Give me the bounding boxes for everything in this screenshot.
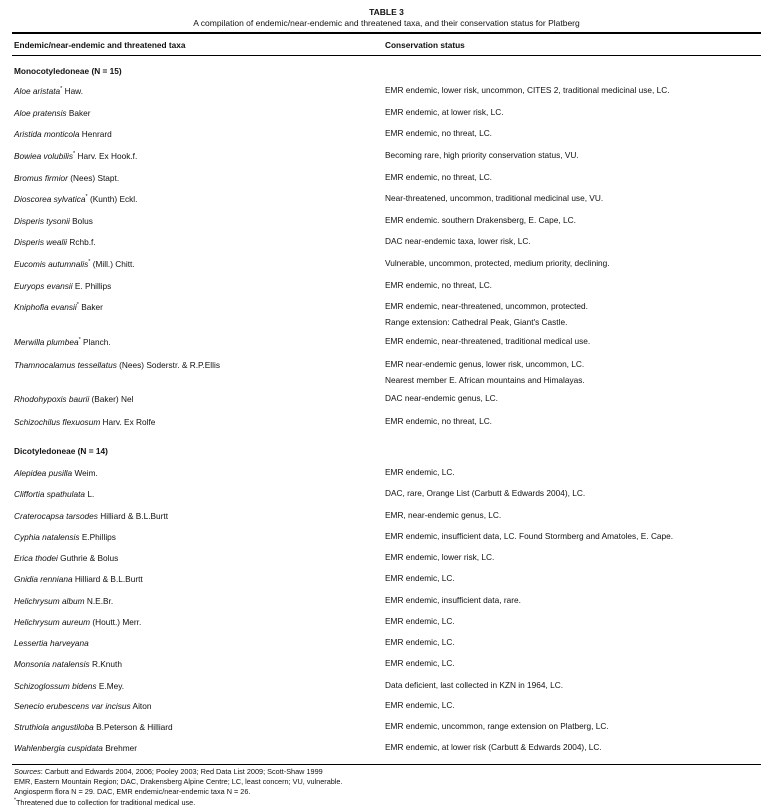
table-notes [14, 767, 343, 808]
status-cell [385, 413, 492, 429]
status-line: EMR endemic, LC. [385, 658, 455, 668]
taxon-name: Aristida monticola [14, 129, 80, 139]
taxon-author: N.E.Br. [86, 596, 114, 606]
taxon-name: Disperis tysonii [14, 216, 70, 226]
taxon-author: (Nees) Stapt. [70, 173, 120, 183]
status-line: Becoming rare, high priority conservation status, VU. [385, 150, 579, 160]
status-line: EMR endemic, near-threatened, traditional medical use. [385, 336, 591, 346]
taxon-cell [14, 394, 133, 404]
status-cell [385, 212, 576, 228]
taxon-name: Senecio erubescens var incisus [14, 701, 131, 711]
taxon-name: Helichrysum album [14, 596, 85, 606]
status-line: DAC, rare, Orange List (Carbutt & Edwards 2004), LC. [385, 488, 586, 498]
status-line: EMR endemic, LC. [385, 467, 455, 477]
taxon-author: E. Phillips [74, 281, 112, 291]
taxon-cell [14, 281, 111, 291]
status-cell [385, 390, 498, 406]
column-header-status: Conservation status [385, 40, 465, 50]
status-line: EMR endemic, no threat, LC. [385, 172, 492, 182]
threat-mark: * [88, 259, 91, 266]
taxon-cell [14, 743, 137, 753]
status-line: EMR endemic, no threat, LC. [385, 280, 492, 290]
taxon-cell [14, 681, 124, 691]
taxon-cell [14, 511, 168, 521]
status-cell [385, 528, 673, 544]
status-cell [385, 104, 504, 120]
taxon-author: Baker [81, 302, 103, 312]
bottom-rule [12, 764, 761, 765]
status-line: EMR endemic, LC. [385, 616, 455, 626]
status-cell [385, 82, 670, 98]
taxon-author: Harv. Ex Hook.f. [77, 151, 138, 161]
status-line: EMR endemic, at lower risk (Carbutt & Edwards 2004), LC. [385, 742, 602, 752]
taxon-author: Haw. [64, 86, 84, 96]
taxon-name: Bowiea volubilis [14, 151, 74, 161]
threat-mark: * [78, 337, 81, 344]
status-cell [385, 592, 521, 608]
taxon-cell [14, 86, 83, 96]
status-cell [385, 613, 455, 629]
taxon-cell [14, 194, 137, 204]
taxon-cell [14, 532, 116, 542]
taxon-name: Euryops evansii [14, 281, 73, 291]
status-line: Near-threatened, uncommon, traditional medicinal use, VU. [385, 193, 604, 203]
status-cell [385, 570, 455, 586]
taxon-name: Dioscorea sylvatica [14, 194, 86, 204]
status-cell [385, 333, 590, 349]
taxon-name: Wahlenbergia cuspidata [14, 743, 103, 753]
threat-mark: * [73, 151, 76, 158]
status-line: Range extension: Cathedral Peak, Giant's Castle. [385, 317, 568, 327]
taxon-author: Brehmer [105, 743, 138, 753]
taxon-name: Schizochilus flexuosum [14, 417, 101, 427]
taxon-name: Aloe pratensis [14, 108, 67, 118]
taxon-cell [14, 701, 151, 711]
status-cell [385, 233, 531, 249]
taxon-name: Aloe aristata [14, 86, 61, 96]
threat-mark: * [76, 302, 79, 309]
taxon-author: Hilliard & B.L.Burtt [74, 574, 143, 584]
taxon-author: (Mill.) Chitt. [92, 259, 135, 269]
taxon-author: Henrard [81, 129, 112, 139]
status-line: EMR endemic, lower risk, LC. [385, 552, 495, 562]
taxon-cell [14, 173, 119, 183]
status-line: EMR endemic, LC. [385, 637, 455, 647]
taxon-cell [14, 617, 141, 627]
taxon-cell [14, 659, 122, 669]
status-cell [385, 147, 579, 163]
taxon-name: Merwilla plumbea [14, 337, 79, 347]
taxon-name: Struthiola angustiloba [14, 722, 94, 732]
taxon-cell [14, 417, 155, 427]
taxon-cell [14, 553, 118, 563]
status-cell [385, 190, 603, 206]
taxon-author: (Houtt.) Merr. [92, 617, 142, 627]
status-line: EMR endemic. southern Drakensberg, E. Cape, LC. [385, 215, 576, 225]
status-cell [385, 169, 492, 185]
section-heading-monocots: Monocotyledoneae (N = 15) [14, 66, 122, 76]
taxon-name: Monsonia natalensis [14, 659, 90, 669]
status-cell [385, 356, 585, 388]
counts-note: Angiosperm flora N = 29. DAC, EMR endemic/near-endemic taxa N = 26. [14, 787, 251, 797]
taxon-author: Bolus [72, 216, 93, 226]
taxon-cell [14, 638, 89, 648]
taxon-author: E.Mey. [98, 681, 125, 691]
taxon-name: Cliffortia spathulata [14, 489, 86, 499]
abbreviations-note: EMR, Eastern Mountain Region; DAC, Drakensberg Alpine Centre; LC, least concern; VU, vulnerable. [14, 777, 343, 787]
status-cell [385, 485, 585, 501]
taxon-author: (Baker) Nel [91, 394, 134, 404]
taxon-name: Lessertia harveyana [14, 638, 89, 648]
taxon-author: (Nees) Soderstr. & R.P.Ellis [119, 360, 220, 370]
taxon-author: Harv. Ex Rolfe [102, 417, 156, 427]
footnote: *Threatened due to collection for traditional medical use. [14, 797, 196, 807]
status-line: DAC near-endemic taxa, lower risk, LC. [385, 236, 531, 246]
status-line: EMR endemic, near-threatened, uncommon, protected. [385, 301, 588, 311]
taxon-name: Thamnocalamus tessellatus [14, 360, 117, 370]
status-line: Vulnerable, uncommon, protected, medium priority, declining. [385, 258, 610, 268]
status-cell [385, 697, 455, 713]
status-line: EMR endemic, lower risk, uncommon, CITES 2, traditional medicinal use, LC. [385, 85, 670, 95]
taxon-author: Planch. [83, 337, 111, 347]
table-title: A compilation of endemic/near-endemic and threatened taxa, and their conservation status for Platberg [193, 18, 580, 28]
status-line: EMR near-endemic genus, lower risk, uncommon, LC. [385, 359, 585, 369]
status-line: EMR endemic, no threat, LC. [385, 128, 492, 138]
taxon-name: Schizoglossum bidens [14, 681, 97, 691]
taxon-cell [14, 108, 91, 118]
taxon-cell [14, 468, 98, 478]
taxon-author: L. [87, 489, 95, 499]
threat-mark: * [60, 86, 63, 93]
status-cell [385, 549, 494, 565]
status-cell [385, 277, 492, 293]
table-number: TABLE 3 [369, 7, 404, 17]
taxon-author: E.Phillips [81, 532, 116, 542]
taxon-name: Rhodohypoxis baurii [14, 394, 90, 404]
taxon-cell [14, 302, 103, 312]
taxon-cell [14, 360, 220, 370]
taxon-cell [14, 596, 113, 606]
taxon-cell [14, 337, 111, 347]
taxon-cell [14, 129, 112, 139]
status-line: Nearest member E. African mountains and Himalayas. [385, 375, 585, 385]
status-line: EMR endemic, insufficient data, LC. Found Stormberg and Amatoles, E. Cape. [385, 531, 674, 541]
status-line: EMR endemic, LC. [385, 700, 455, 710]
status-cell [385, 677, 563, 693]
taxon-name: Eucomis autumnalis [14, 259, 89, 269]
taxon-cell [14, 237, 96, 247]
threat-mark: * [85, 194, 88, 201]
header-rule [12, 55, 761, 56]
taxon-cell [14, 259, 135, 269]
top-rule [12, 32, 761, 34]
status-cell [385, 739, 602, 755]
taxon-cell [14, 722, 173, 732]
status-line: EMR endemic, no threat, LC. [385, 416, 492, 426]
taxon-cell [14, 489, 94, 499]
status-cell [385, 507, 501, 523]
taxon-author: Baker [68, 108, 91, 118]
taxon-cell [14, 216, 93, 226]
taxon-name: Disperis wealii [14, 237, 68, 247]
taxon-name: Helichrysum aureum [14, 617, 91, 627]
taxon-author: (Kunth) Eckl. [89, 194, 138, 204]
status-line: Data deficient, last collected in KZN in 1964, LC. [385, 680, 564, 690]
taxon-author: R.Knuth [91, 659, 122, 669]
table-caption [0, 7, 773, 29]
taxon-author: Guthrie & Bolus [60, 553, 119, 563]
taxon-name: Alepidea pusilla [14, 468, 73, 478]
status-line: EMR endemic, insufficient data, rare. [385, 595, 521, 605]
status-line: EMR endemic, LC. [385, 573, 455, 583]
status-cell [385, 125, 492, 141]
status-cell [385, 298, 588, 330]
status-cell [385, 255, 610, 271]
taxon-cell [14, 574, 143, 584]
taxon-author: B.Peterson & Hilliard [96, 722, 173, 732]
taxon-name: Craterocapsa tarsodes [14, 511, 98, 521]
status-line: DAC near-endemic genus, LC. [385, 393, 498, 403]
taxon-name: Cyphia natalensis [14, 532, 80, 542]
status-cell [385, 655, 455, 671]
column-header-taxa: Endemic/near-endemic and threatened taxa [14, 40, 186, 50]
taxon-author: Hilliard & B.L.Burtt [100, 511, 169, 521]
status-cell [385, 718, 609, 734]
status-line: EMR endemic, at lower risk, LC. [385, 107, 504, 117]
section-heading-dicots: Dicotyledoneae (N = 14) [14, 446, 108, 456]
taxon-cell [14, 151, 137, 161]
taxon-author: Rchb.f. [69, 237, 96, 247]
status-line: EMR endemic, uncommon, range extension on Platberg, LC. [385, 721, 609, 731]
taxon-author: Aiton [132, 701, 152, 711]
sources-note: Sources: Carbutt and Edwards 2004, 2006; Pooley 2003; Red Data List 2009; Scott-Shaw 1999 [14, 767, 323, 776]
taxon-name: Bromus firmior [14, 173, 68, 183]
taxon-name: Gnidia renniana [14, 574, 73, 584]
status-cell [385, 634, 455, 650]
status-cell [385, 464, 455, 480]
taxon-author: Weim. [74, 468, 98, 478]
taxon-name: Kniphofia evansii [14, 302, 77, 312]
taxon-name: Erica thodei [14, 553, 58, 563]
status-line: EMR, near-endemic genus, LC. [385, 510, 502, 520]
